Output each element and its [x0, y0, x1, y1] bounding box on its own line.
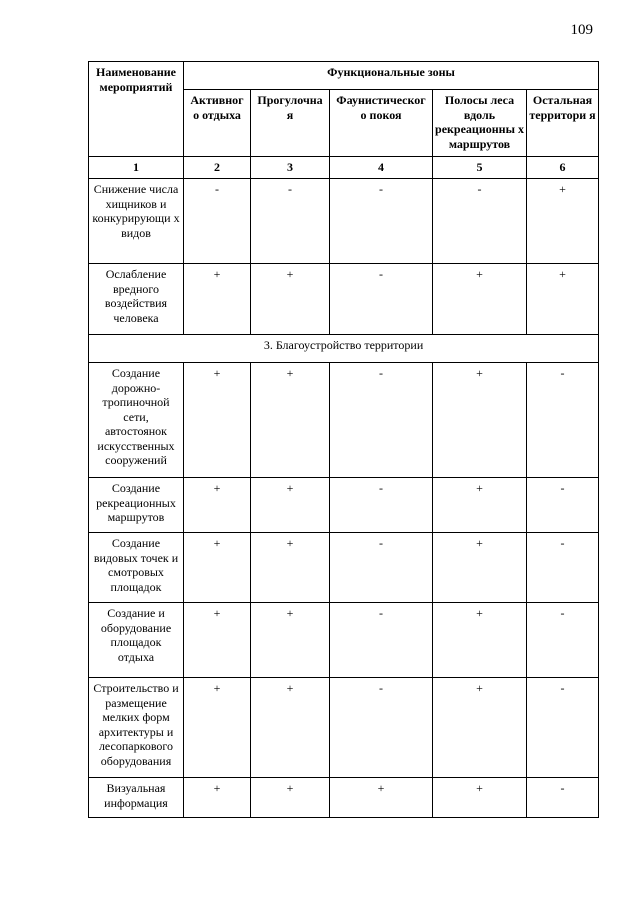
header-measures: Наименование мероприятий [89, 62, 184, 157]
measure-name: Ослабление вредного воздействия человека [89, 264, 184, 335]
zone-mark: + [251, 678, 330, 778]
header-zone-active-rest: Активног о отдыха [184, 90, 251, 157]
zone-mark: - [330, 363, 433, 478]
header-zones-title: Функциональные зоны [184, 62, 599, 90]
column-number: 1 [89, 157, 184, 179]
measure-name: Визуальная информация [89, 778, 184, 818]
zone-mark: + [251, 603, 330, 678]
header-zone-forest-strips: Полосы леса вдоль рекреационны х маршрутов [433, 90, 527, 157]
zone-mark: + [184, 778, 251, 818]
zone-mark: - [527, 363, 599, 478]
column-number: 5 [433, 157, 527, 179]
table-row [89, 778, 599, 818]
zone-mark: - [330, 603, 433, 678]
zone-mark: + [251, 264, 330, 335]
zone-mark: + [330, 778, 433, 818]
zone-mark: + [251, 778, 330, 818]
zone-mark: + [184, 363, 251, 478]
zone-mark: + [184, 533, 251, 603]
zone-mark: - [251, 179, 330, 264]
measure-name: Создание и оборудование площадок отдыха [89, 603, 184, 678]
zone-mark: + [433, 603, 527, 678]
table-row [89, 603, 599, 678]
page-number: 109 [570, 22, 593, 38]
zone-mark: + [433, 478, 527, 533]
table-row [89, 363, 599, 478]
zone-mark: - [330, 264, 433, 335]
zone-mark: - [527, 603, 599, 678]
zone-mark: + [184, 603, 251, 678]
zone-mark: + [184, 264, 251, 335]
column-number: 2 [184, 157, 251, 179]
zone-mark: - [433, 179, 527, 264]
zone-mark: - [527, 778, 599, 818]
zone-mark: - [330, 533, 433, 603]
measure-name: Создание дорожно-тропиночной сети, автостоянок искусственных сооружений [89, 363, 184, 478]
zone-mark: + [527, 264, 599, 335]
measure-name: Создание рекреационных маршрутов [89, 478, 184, 533]
zone-mark: + [527, 179, 599, 264]
zone-mark: + [433, 533, 527, 603]
header-zone-walking: Прогулочна я [251, 90, 330, 157]
table-row [89, 533, 599, 603]
column-number: 4 [330, 157, 433, 179]
measure-name: Строительство и размещение мелких форм архитектуры и лесопаркового оборудования [89, 678, 184, 778]
zone-mark: - [330, 678, 433, 778]
header-zone-fauna-rest: Фаунистическог о покоя [330, 90, 433, 157]
header-zone-other-territory: Остальная территори я [527, 90, 599, 157]
zone-mark: + [184, 678, 251, 778]
zone-mark: + [433, 363, 527, 478]
zone-mark: + [433, 778, 527, 818]
measure-name: Снижение числа хищников и конкурирующи х видов [89, 179, 184, 264]
table-row [89, 264, 599, 335]
zone-mark: + [251, 533, 330, 603]
zone-mark: - [184, 179, 251, 264]
zone-mark: - [527, 678, 599, 778]
table-row [89, 179, 599, 264]
zone-mark: + [433, 264, 527, 335]
zone-mark: - [330, 179, 433, 264]
zone-mark: + [251, 478, 330, 533]
table-row [89, 478, 599, 533]
section-row [89, 335, 599, 363]
table-row [89, 678, 599, 778]
zone-mark: - [527, 478, 599, 533]
column-numbers-row [89, 157, 599, 179]
measures-table [88, 61, 599, 818]
zone-mark: + [184, 478, 251, 533]
zone-mark: - [527, 533, 599, 603]
column-number: 3 [251, 157, 330, 179]
column-number: 6 [527, 157, 599, 179]
zone-mark: + [433, 678, 527, 778]
measure-name: Создание видовых точек и смотровых площадок [89, 533, 184, 603]
zone-mark: - [330, 478, 433, 533]
zone-mark: + [251, 363, 330, 478]
section-title: 3. Благоустройство территории [89, 335, 599, 363]
